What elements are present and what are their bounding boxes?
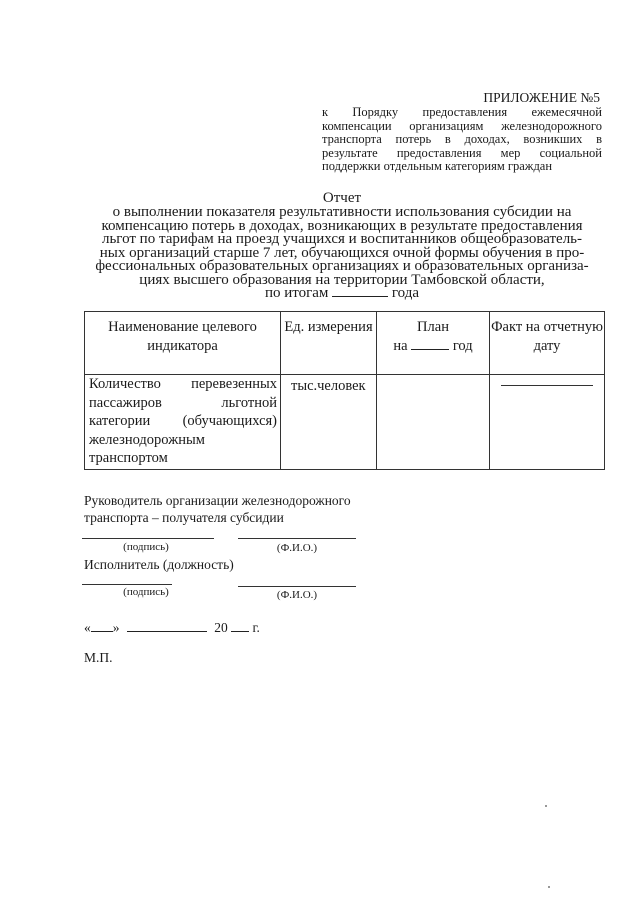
table-header-row <box>85 312 605 375</box>
plan-year-blank <box>411 348 449 350</box>
header-plan <box>377 312 490 375</box>
report-line: компенсацию потерь в доходах, возникающих в результате предоставления <box>101 217 583 234</box>
head-name-line <box>238 538 356 539</box>
header-plan-label: План <box>417 319 449 335</box>
cell-unit: тыс.человек <box>281 375 377 470</box>
head-signature-caption: (подпись) <box>123 541 169 553</box>
appendix-block <box>322 90 602 174</box>
report-line: циях высшего образования на территории Тамбовской области, <box>139 271 545 288</box>
period-year-blank <box>332 295 388 297</box>
executor-name-caption: (Ф.И.О.) <box>276 589 318 601</box>
head-signature-line <box>82 538 214 539</box>
period-prefix: по итогам <box>264 285 329 301</box>
report-line: фессиональных образовательных организациях и образовательных организа- <box>95 258 589 274</box>
cell-fact <box>490 375 605 470</box>
date-year-suffix: г. <box>252 620 260 635</box>
executor-name-line <box>238 586 356 587</box>
executor-label: Исполнитель (должность) <box>84 557 234 572</box>
indicators-table <box>84 311 605 470</box>
report-line: льгот по тарифам на проезд учащихся и воспитанников общеобразователь- <box>101 231 583 247</box>
table-row <box>85 375 605 470</box>
executor-signature-line <box>82 584 172 585</box>
appendix-text: к Порядку предоставления ежемесячной компенсации организациям железнодорожного транспорта потерь в доходах, возникших в результате предоставления мер социальной поддержки отдельным категориям граждан <box>322 105 602 174</box>
date-day-blank <box>91 630 113 632</box>
report-heading <box>82 190 602 301</box>
date-open-quote: « <box>84 620 91 635</box>
scan-speck <box>548 886 550 888</box>
head-label-line1: Руководитель организации железнодорожного <box>84 493 351 508</box>
report-line: ных организаций старше 7 лет, обучающихся очной формы обучения в про- <box>99 244 585 261</box>
date-month-blank <box>127 630 207 632</box>
seal-placeholder: М.П. <box>84 650 113 665</box>
date-line <box>84 620 260 636</box>
executor-signature-caption: (подпись) <box>123 586 169 598</box>
head-label-line2: транспорта – получателя субсидии <box>84 510 284 525</box>
report-period <box>82 287 602 301</box>
fact-underline <box>501 385 593 386</box>
scan-speck <box>545 805 547 807</box>
report-line: о выполнении показателя результативности использования субсидии на <box>112 204 572 220</box>
cell-plan <box>377 375 490 470</box>
cell-indicator-name: Количество перевезенных пассажиров льготной категории (обучающихся) железнодорожным транспортом <box>85 375 281 470</box>
header-unit: Ед. измерения <box>281 312 377 375</box>
report-title: Отчет <box>322 190 362 206</box>
date-close-quote: » <box>112 620 120 635</box>
header-plan-period <box>377 337 489 356</box>
period-suffix: года <box>391 285 420 301</box>
date-year-blank <box>231 630 249 632</box>
header-fact: Факт на отчетную дату <box>490 312 605 375</box>
date-year-prefix: 20 <box>214 620 228 635</box>
header-plan-prefix: на <box>393 338 408 354</box>
appendix-title: ПРИЛОЖЕНИЕ №5 <box>483 90 600 105</box>
header-plan-suffix: год <box>452 338 473 354</box>
head-signature-label <box>84 492 351 526</box>
header-indicator-name: Наименование целевого индикатора <box>85 312 281 375</box>
head-name-caption: (Ф.И.О.) <box>276 542 318 554</box>
